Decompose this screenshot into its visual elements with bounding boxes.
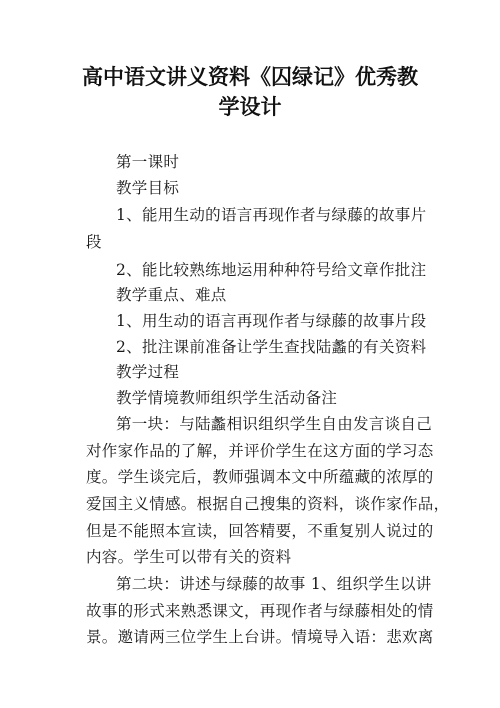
text-line: 1、用生动的语言再现作者与绿藤的故事片段 bbox=[116, 312, 427, 330]
text-line: 但是不能照本宣读，回答精要，不重复别人说过的 bbox=[86, 522, 434, 540]
text-line: 景。邀请两三位学生上台讲。情境导入语：悲欢离 bbox=[86, 628, 434, 646]
text-line: 段 bbox=[86, 233, 102, 251]
text-line: 第一块：与陆蠡相识组织学生自由发言谈自己 bbox=[116, 415, 433, 433]
document-title-line-1: 高中语文讲义资料《囚绿记》优秀教 bbox=[82, 65, 418, 89]
text-line: 故事的形式来熟悉课文，再现作者与绿藤相处的情 bbox=[86, 602, 434, 620]
text-line: 第二块：讲述与绿藤的故事 1、组织学生以讲 bbox=[116, 575, 432, 593]
text-line: 爱国主义情感。根据自己搜集的资料，谈作家作品， bbox=[86, 495, 450, 513]
text-line: 2、能比较熟练地运用种种符号给文章作批注 bbox=[116, 261, 427, 279]
text-line: 2、批注课前准备让学生查找陆蠡的有关资料 bbox=[116, 338, 427, 356]
text-line: 教学情境教师组织学生活动备注 bbox=[116, 389, 338, 407]
text-line: 1、能用生动的语言再现作者与绿藤的故事片 bbox=[116, 206, 427, 224]
text-line: 对作家作品的了解，并评价学生在这方面的学习态 bbox=[86, 442, 434, 460]
text-line: 内容。学生可以带有关的资料 bbox=[86, 548, 292, 566]
text-line: 第一课时 bbox=[116, 153, 180, 171]
text-line: 教学目标 bbox=[116, 179, 180, 197]
text-line: 度。学生谈完后，教师强调本文中所蕴藏的浓厚的 bbox=[86, 468, 434, 486]
text-line: 教学重点、难点 bbox=[116, 286, 227, 304]
document-title-line-2: 学设计 bbox=[218, 95, 282, 119]
text-line: 教学过程 bbox=[116, 363, 180, 381]
